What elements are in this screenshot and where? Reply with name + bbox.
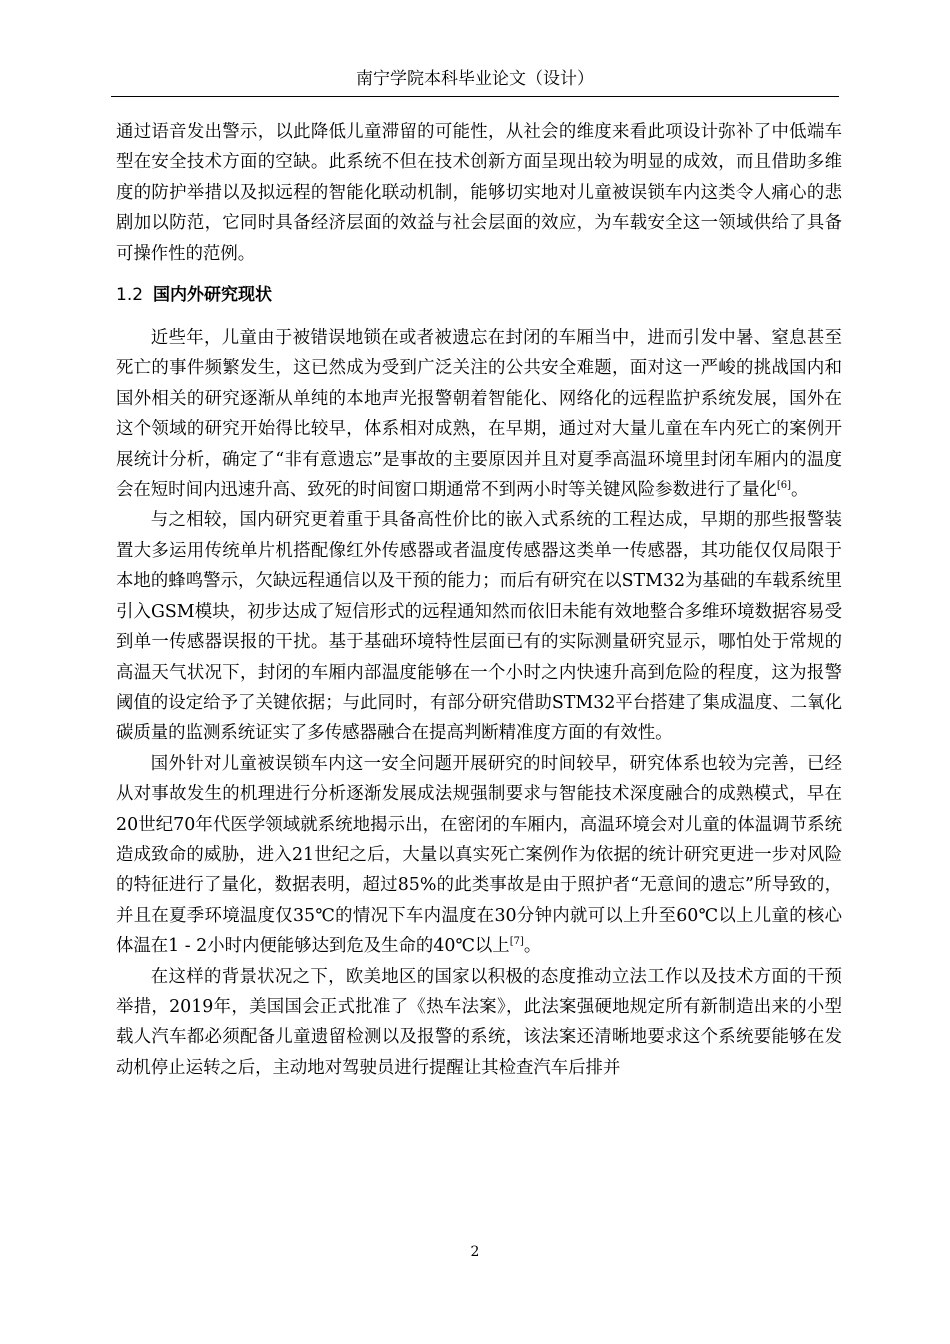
paragraph-text: 国外针对儿童被误锁车内这一安全问题开展研究的时间较早，研究体系也较为完善，已经从对事故发生的机理进行分析逐渐发展成法规强制要求与智能技术深度融合的成熟模式，早在20世纪70年代医学领域就系统地揭示出，在密闭的车厢内，高温环境会对儿童的体温调节系统造成致命的威胁，进入21世纪之后，大量以真实死亡案例作为依据的统计研究更进一步对风险的特征进行了量化，数据表明，超过85%的此类事故是由于照护者“无意间的遗忘”所导致的，并且在夏季环境温度仅35℃的情况下车内温度在30分钟内就可以上升至60℃以上儿童的核心体温在1 - 2小时内便能够达到危及生命的40℃以上 [116,753,842,957]
paragraph: 与之相较，国内研究更着重于具备高性价比的嵌入式系统的工程达成，早期的那些报警装置大多运用传统单片机搭配像红外传感器或者温度传感器这类单一传感器，其功能仅仅局限于本地的蜂鸣警示，欠缺远程通信以及干预的能力；而后有研究在以STM32为基础的车载系统里引入GSM模块，初步达成了短信形式的远程通知然而依旧未能有效地整合多维环境数据容易受到单一传感器误报的干扰。基于基础环境特性层面已有的实际测量研究显示，哪怕处于常规的高温天气状况下，封闭的车厢内部温度能够在一个小时之内快速升高到危险的程度，这为报警阈值的设定给予了关键依据；与此同时，有部分研究借助STM32平台搭建了集成温度、二氧化碳质量的监测系统证实了多传感器融合在提高判断精准度方面的有效性。 [116,510,842,744]
paragraph [116,323,842,505]
citation-ref: [6] [776,480,792,492]
section-title: 国内外研究现状 [153,285,273,306]
page-number: 2 [470,1244,480,1260]
section-number: 1.2 [116,285,144,306]
paragraph [116,749,842,962]
citation-ref: [7] [509,936,524,948]
paragraph: 在这样的背景状况之下，欧美地区的国家以积极的态度推动立法工作以及技术方面的干预举措，2019年，美国国会正式批准了《热车法案》，此法案强硬地规定所有新制造出来的小型载人汽车都必须配备儿童遗留检测以及报警的系统，该法案还清晰地要求这个系统要能够在发动机停止运转之后，主动地对驾驶员进行提醒让其检查汽车后排并 [116,966,842,1078]
section-heading [116,280,842,310]
paragraph-end: 。 [523,936,542,957]
running-header: 南宁学院本科毕业论文（设计） [111,62,839,97]
paragraph-end: 。 [791,480,809,501]
paragraph-text: 近些年，儿童由于被错误地锁在或者被遗忘在封闭的车厢当中，进而引发中暑、窒息甚至死亡的事件频繁发生，这已然成为受到广泛关注的公共安全难题，面对这一严峻的挑战国内和国外相关的研究逐渐从单纯的本地声光报警朝着智能化、网络化的远程监护系统发展，国外在这个领域的研究开始得比较早，体系相对成熟，在早期，通过对大量儿童在车内死亡的案例开展统计分析，确定了“非有意遗忘”是事故的主要原因并且对夏季高温环境里封闭车厢内的温度会在短时间内迅速升高、致死的时间窗口期通常不到两小时等关键风险参数进行了量化 [116,328,842,501]
paragraph-continued: 通过语音发出警示，以此降低儿童滞留的可能性，从社会的维度来看此项设计弥补了中低端车型在安全技术方面的空缺。此系统不但在技术创新方面呈现出较为明显的成效，而且借助多维度的防护举措以及拟远程的智能化联动机制，能够切实地对儿童被误锁车内这类令人痛心的悲剧加以防范，它同时具备经济层面的效益与社会层面的效应，为车载安全这一领域供给了具备可操作性的范例。 [116,122,842,264]
body-text [116,117,842,1083]
